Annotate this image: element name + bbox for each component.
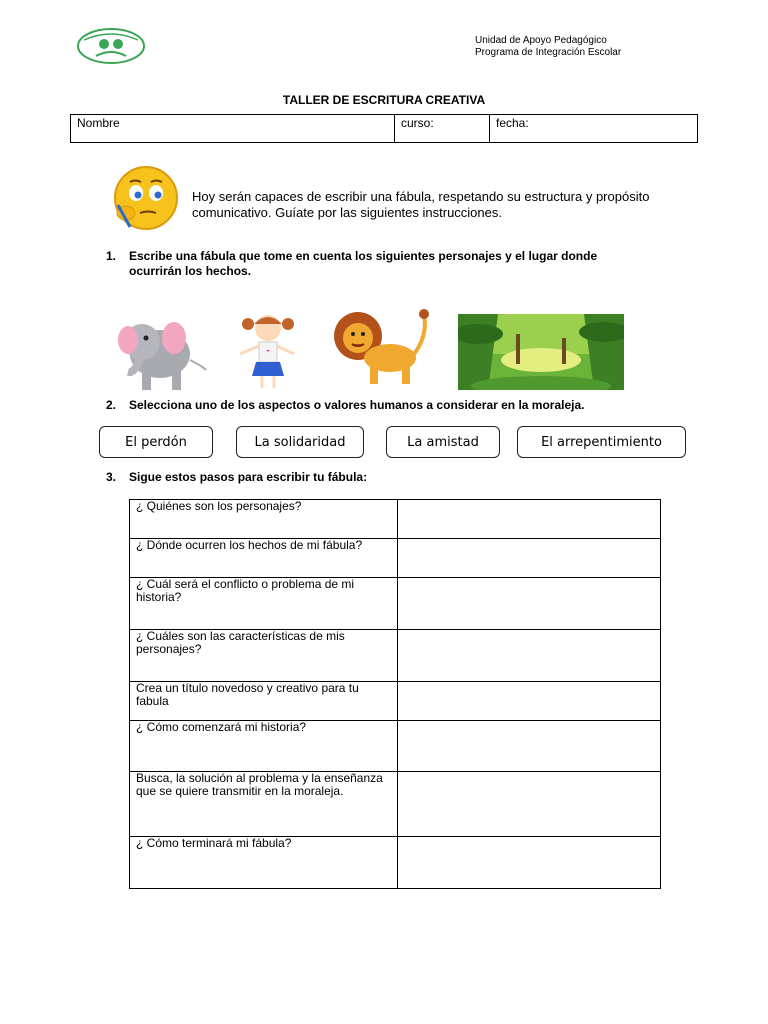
date-field[interactable] — [489, 115, 697, 142]
instruction-1-text: Escribe una fábula que tome en cuenta los siguientes personajes y el lugar donde ocurrirán los hechos. — [129, 249, 598, 278]
student-info-table — [70, 114, 698, 143]
table-row — [130, 772, 661, 837]
step-answer-cell[interactable] — [398, 837, 661, 889]
step-answer-cell[interactable] — [398, 682, 661, 721]
value-option-repentance[interactable]: El arrepentimiento — [517, 426, 686, 458]
jungle-picture — [458, 314, 624, 390]
instruction-2 — [106, 398, 706, 413]
girl-picture — [232, 310, 304, 392]
course-field[interactable] — [394, 115, 489, 142]
table-row — [130, 630, 661, 682]
page-title: TALLER DE ESCRITURA CREATIVA — [282, 93, 486, 107]
step-question: Crea un título novedoso y creativo para tu fabula — [130, 682, 398, 721]
header-unit: Unidad de Apoyo Pedagógico — [475, 35, 607, 46]
date-label: fecha: — [496, 116, 529, 130]
step-question: ¿ Cuáles son las características de mis personajes? — [130, 630, 398, 682]
instruction-3-number: 3. — [106, 470, 117, 484]
step-question: Busca, la solución al problema y la enseñanza que se quiere transmitir en la moraleja. — [130, 772, 398, 837]
step-question: ¿ Quiénes son los personajes? — [130, 500, 398, 539]
elephant-picture — [112, 314, 210, 394]
table-row — [130, 500, 661, 539]
name-label: Nombre — [77, 116, 120, 130]
lion-picture — [328, 306, 434, 392]
school-logo — [76, 26, 146, 66]
step-question: ¿ Cuál será el conflicto o problema de mi historia? — [130, 578, 398, 630]
value-option-friendship[interactable]: La amistad — [386, 426, 500, 458]
step-answer-cell[interactable] — [398, 721, 661, 772]
value-option-forgiveness[interactable]: El perdón — [99, 426, 213, 458]
instruction-2-number: 2. — [106, 398, 117, 412]
header-program: Programa de Integración Escolar — [475, 47, 622, 58]
name-field[interactable] — [71, 115, 394, 142]
step-answer-cell[interactable] — [398, 539, 661, 578]
table-row — [130, 721, 661, 772]
step-answer-cell[interactable] — [398, 578, 661, 630]
instruction-1 — [106, 249, 646, 279]
step-question: ¿ Cómo terminará mi fábula? — [130, 837, 398, 889]
step-answer-cell[interactable] — [398, 500, 661, 539]
header-info — [475, 35, 621, 59]
table-row — [130, 578, 661, 630]
table-row — [130, 837, 661, 889]
instruction-3 — [106, 470, 706, 485]
instruction-2-text: Selecciona uno de los aspectos o valores humanos a considerar en la moraleja. — [129, 398, 585, 412]
table-row — [130, 539, 661, 578]
course-label: curso: — [401, 116, 434, 130]
fable-steps-table — [129, 499, 661, 889]
step-answer-cell[interactable] — [398, 772, 661, 837]
step-answer-cell[interactable] — [398, 630, 661, 682]
instruction-3-text: Sigue estos pasos para escribir tu fábula: — [129, 470, 368, 484]
step-question: ¿ Cómo comenzará mi historia? — [130, 721, 398, 772]
value-option-solidarity[interactable]: La solidaridad — [236, 426, 364, 458]
instruction-1-number: 1. — [106, 249, 117, 263]
step-question: ¿ Dónde ocurren los hechos de mi fábula? — [130, 539, 398, 578]
intro-text: Hoy serán capaces de escribir una fábula, respetando su estructura y propósito comunicativo. Guíate por las siguientes instrucciones. — [192, 189, 650, 220]
table-row — [130, 682, 661, 721]
thinking-emoji-icon — [104, 165, 184, 235]
